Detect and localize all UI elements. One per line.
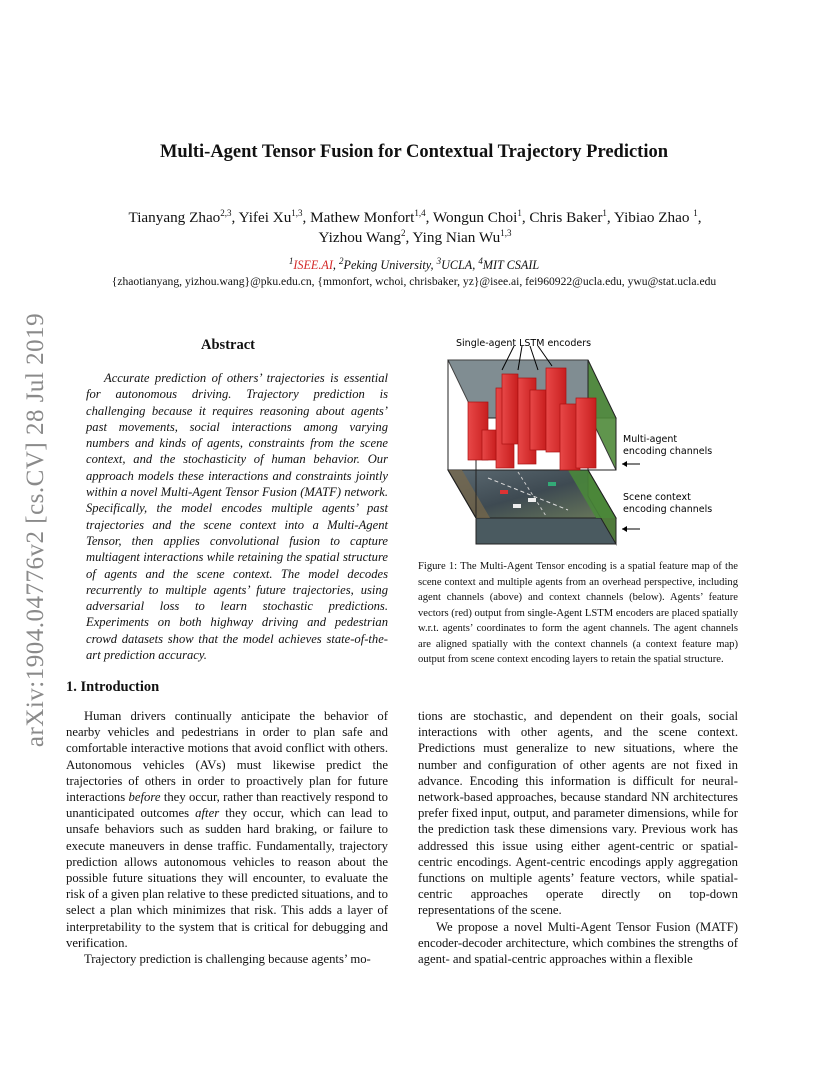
author-line-1: Tianyang Zhao$^{2,3}$, Yifei Xu$^{1,3}$, Mathew Monfort$^{1,4}$, Wongun Choi$^1$, Chris Baker$^1$, Yibiao Zhao $^1$, [128, 207, 702, 226]
affiliation-marker: 1 [288, 255, 294, 266]
intro-left-column [66, 708, 388, 967]
author-name: Tianyang Zhao [128, 209, 221, 226]
author-affiliation-marker: 1,3 [291, 207, 303, 218]
author-affiliation-marker: 1,4 [414, 207, 426, 218]
figure-1 [418, 330, 748, 550]
intro-right-column [418, 708, 738, 967]
figure-label-agent-line-2: encoding channels [623, 446, 713, 457]
affiliations: $^1$ISEE.AI, $^2$Peking University, $^3$UCLA, $^4$MIT CSAIL [288, 255, 540, 272]
affiliation-marker: 2 [339, 255, 344, 266]
affiliation-name: MIT CSAIL [482, 258, 540, 272]
figure-label-agent-line-1: Multi-agent [623, 434, 678, 445]
arxiv-stamp [16, 300, 56, 760]
intro-p1-part-b: they occur, rather than reactively respond to unanticipated outcomes [66, 790, 388, 821]
author-name: Ying Nian Wu [412, 229, 501, 246]
figure-label-scene-line-2: encoding channels [623, 504, 713, 515]
figure-label-lstm-encoders: Single-agent LSTM encoders [456, 338, 592, 349]
intro-paragraph-2-continued: tions are stochastic, and dependent on their goals, social interactions with other agents, and the scene context. Predictions must generalize to new situations, where the number and configuration of other agents are not fixed in advance. Encoding this information is difficult for neural-network-based approaches, because standard NN architectures prefer fixed input, output, and parameter dimensions, while for the prediction task these dimensions vary. Previous work has addressed this issue using either agent-centric or spatial-centric encodings. Agent-centric encodings apply aggregation functions on multiple agents’ feature vectors, while spatial-centric approaches operate directly on top-down representations of the scene. [418, 709, 738, 918]
author-name: Chris Baker [529, 209, 603, 226]
affiliation-marker: 4 [478, 255, 483, 266]
author-affiliation-marker: 1,3 [500, 227, 512, 238]
paper-title: Multi-Agent Tensor Fusion for Contextual Trajectory Prediction [159, 142, 669, 162]
affiliation-marker: 3 [436, 255, 442, 266]
author-name: Mathew Monfort [310, 209, 415, 226]
author-affiliation-marker: 1 [602, 207, 607, 218]
abstract-heading: Abstract [201, 337, 255, 353]
intro-paragraph-3: We propose a novel Multi-Agent Tensor Fusion (MATF) encoder-decoder architecture, which combines the strengths of agent- and spatial-centric approaches within a flexible [418, 919, 738, 967]
intro-p1-part-c: they occur, which can lead to unsafe behaviors such as sudden hard braking, or failure to execute maneuvers in dense traffic. Fundamentally, trajectory prediction allows autonomous vehicles to reason about the possible future situations they will encounter, to evaluate the risk of a given plan relative to these predicted situations, and to select a plan which minimizes that risk. This adds a layer of interpretability to the system that is critical for debugging and verification. [66, 806, 388, 950]
author-line-2: Yizhou Wang$^2$, Ying Nian Wu$^{1,3}$ [318, 227, 512, 246]
author-name: Yifei Xu [238, 209, 292, 226]
author-list [60, 208, 770, 248]
figure-label-scene-channels [623, 492, 712, 516]
figure-caption: Figure 1: The Multi-Agent Tensor encoding is a spatial feature map of the scene context and multiple agents from an overhead perspective, including agent channels (above) and context channels (below). Agents’ feature vectors (red) output from single-Agent LSTM encoders are placed spatially w.r.t. agents’ coordinates to form the agent channels. The agent channels are aligned spatially with the context channels (a context feature map) output from scene context encoding layers to retain the spatial structure. [418, 561, 738, 665]
scene-slab-front [476, 518, 616, 544]
section-heading-introduction: 1. Introduction [66, 679, 160, 695]
author-affiliation-marker: 1 [693, 207, 698, 218]
author-affiliation-marker: 2 [400, 227, 406, 238]
intro-p1-emph-before: before [128, 790, 161, 805]
intro-p1-emph-after: after [195, 806, 220, 821]
affiliation-link[interactable]: ISEE.AI [293, 258, 333, 272]
abstract-text: Accurate prediction of others’ trajectories is essential for autonomous driving. Trajectory prediction is challenging because it requires reasoning about agents’ past movements, social interactions among varying numbers and kinds of agents, constraints from the scene context, and the stochasticity of human behavior. Our approach models these interactions and constraints jointly within a novel Multi-Agent Tensor Fusion (MATF) network. Specifically, the model encodes multiple agents’ past trajectories and the scene context into a Multi-Agent Tensor, then applies convolutional fusion to capture multiagent interactions while retaining the spatial structure of agents and the scene context. The model decodes recurrently to multiple agents’ future trajectories, using adversarial loss to learn stochastic predictions. Experiments on both highway driving and pedestrian crowd datasets show that the model achieves state-of-the-art prediction accuracy. [86, 371, 388, 663]
figure-label-agent-channels [623, 434, 712, 458]
author-affiliation-marker: 1 [517, 207, 522, 218]
intro-p1-part-a: Human drivers continually anticipate the behavior of nearby vehicles and pedestrians in order to plan safe and comfortable interactive motions that avoid conflict with others. Autonomous vehicles (AVs) must likewise predict the trajectories of others in order to proactively plan for future interactions [66, 709, 388, 805]
author-name: Yibiao Zhao [613, 209, 694, 226]
author-name: Wongun Choi [432, 209, 518, 226]
affiliation-name: UCLA [441, 258, 473, 272]
author-affiliation-marker: 2,3 [220, 207, 232, 218]
intro-paragraph-1 [66, 708, 388, 951]
author-emails: {zhaotianyang, yizhou.wang}@pku.edu.cn, {mmonfort, wchoi, chrisbaker, yz}@isee.ai, fei960922@ucla.edu, ywu@stat.ucla.edu [111, 275, 717, 288]
author-name: Yizhou Wang [318, 229, 401, 246]
figure-label-scene-line-1: Scene context [623, 492, 691, 503]
arxiv-stamp-text: arXiv:1904.04776v2 [cs.CV] 28 Jul 2019 [22, 312, 49, 748]
affiliation-name: Peking University [343, 258, 431, 272]
intro-paragraph-2: Trajectory prediction is challenging because agents’ mo- [84, 952, 371, 967]
